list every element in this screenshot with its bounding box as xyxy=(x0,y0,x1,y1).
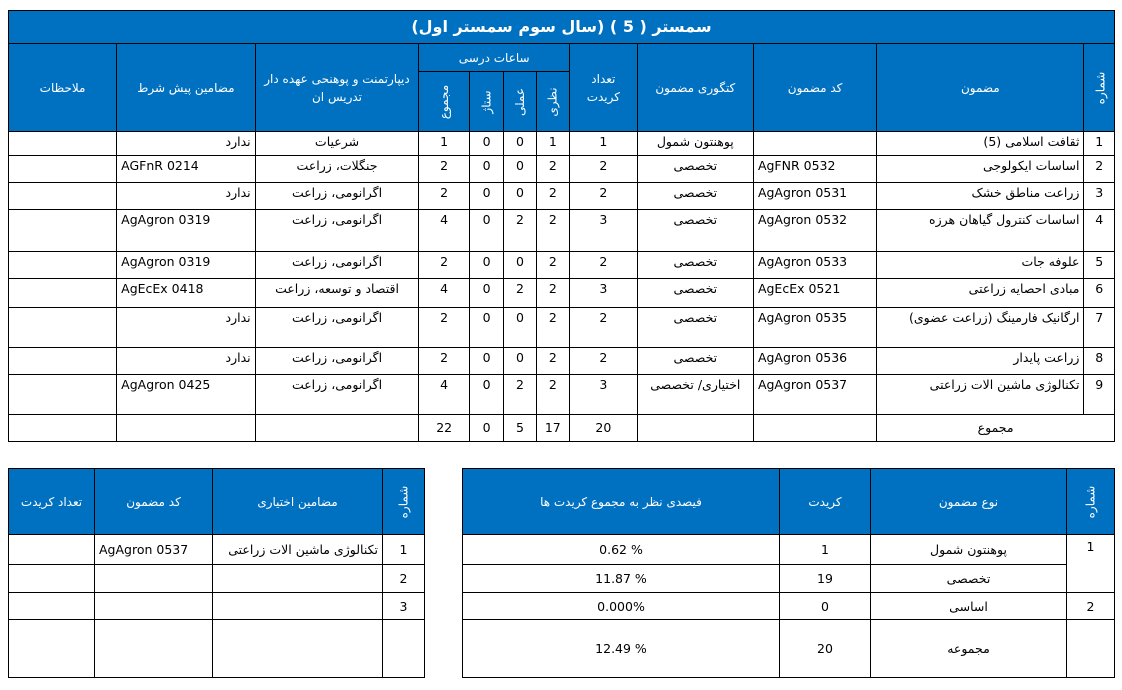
electives-table xyxy=(8,468,425,678)
notes-cell xyxy=(9,279,117,308)
elec-credits-cell xyxy=(9,535,95,565)
header-total-cell xyxy=(419,72,470,132)
sum-total-credit: 20 xyxy=(780,620,871,678)
semester-table xyxy=(8,10,1115,442)
elec-subject-cell xyxy=(213,565,383,593)
category-cell: تخصصی xyxy=(637,279,753,308)
number-cell: 7 xyxy=(1084,308,1115,348)
subject-cell: زراعت مناطق خشک xyxy=(877,183,1084,210)
header-practical: عملی xyxy=(512,87,527,116)
elec-code-cell xyxy=(95,593,213,620)
sum-type-cell: اساسی xyxy=(871,593,1067,620)
sum-percent-cell: 0.000% xyxy=(463,593,780,620)
elec-number-cell xyxy=(383,620,425,678)
elec-number-cell: 2 xyxy=(383,565,425,593)
category-cell: تخصصی xyxy=(637,348,753,375)
credits-cell: 3 xyxy=(569,210,637,252)
header-department: دیپارتمنت و پوهنحی عهده دار تدریس ان xyxy=(255,44,419,132)
elec-header-number-cell xyxy=(383,469,425,535)
total-cell: 4 xyxy=(419,279,470,308)
code-cell: AgAgron 0533 xyxy=(753,252,876,279)
code-cell: AgEcEx 0521 xyxy=(753,279,876,308)
practical-cell: 2 xyxy=(504,210,536,252)
table-row xyxy=(9,132,1115,156)
header-category: کتگوری مضمون xyxy=(637,44,753,132)
header-prereq: مضامین پیش شرط xyxy=(117,44,255,132)
elec-credits-cell xyxy=(9,565,95,593)
header-internship-cell xyxy=(469,72,503,132)
notes-cell xyxy=(9,348,117,375)
prereq-cell: AGFnR 0214 xyxy=(117,156,255,183)
subject-cell: ارگانیک فارمینگ (زراعت عضوی) xyxy=(877,308,1084,348)
notes-cell xyxy=(9,308,117,348)
total-cell: 4 xyxy=(419,210,470,252)
sum-type-cell: پوهنتون شمول xyxy=(871,535,1067,565)
code-cell: AgAgron 0531 xyxy=(753,183,876,210)
number-cell: 6 xyxy=(1084,279,1115,308)
elec-number-cell: 1 xyxy=(383,535,425,565)
table-row xyxy=(9,156,1115,183)
code-cell xyxy=(753,132,876,156)
elec-header-number: شماره xyxy=(396,485,411,518)
credits-cell: 2 xyxy=(569,252,637,279)
category-cell xyxy=(637,415,753,442)
notes-cell xyxy=(9,156,117,183)
credits-cell: 2 xyxy=(569,308,637,348)
department-cell: اگرانومی، زراعت xyxy=(255,183,419,210)
prereq-cell: ندارد xyxy=(117,183,255,210)
table-row xyxy=(9,375,1115,415)
table-row xyxy=(463,565,1115,593)
sum-header-type: نوع مضمون xyxy=(871,469,1067,535)
credits-sum: 20 xyxy=(569,415,637,442)
department-cell: جنگلات، زراعت xyxy=(255,156,419,183)
theory-cell: 2 xyxy=(536,348,569,375)
elec-credits-cell xyxy=(9,620,95,678)
elec-header-code: کد مضمون xyxy=(95,469,213,535)
subject-cell: اساسات ایکولوجی xyxy=(877,156,1084,183)
prereq-cell: ندارد xyxy=(117,132,255,156)
theory-cell: 2 xyxy=(536,308,569,348)
elec-code-cell xyxy=(95,620,213,678)
table-row xyxy=(9,279,1115,308)
header-theory: نظری xyxy=(545,86,560,117)
table-row xyxy=(9,252,1115,279)
category-cell: تخصصی xyxy=(637,210,753,252)
number-cell: 1 xyxy=(1084,132,1115,156)
internship-sum: 0 xyxy=(469,415,503,442)
subject-cell: اساسات کنترول گیاهان هرزه xyxy=(877,210,1084,252)
practical-cell: 2 xyxy=(504,279,536,308)
department-cell: اقتصاد و توسعه، زراعت xyxy=(255,279,419,308)
sum-number-cell: 1 xyxy=(1067,535,1115,593)
prereq-cell: AgAgron 0425 xyxy=(117,375,255,415)
sum-number-cell: 2 xyxy=(1067,593,1115,620)
table-row xyxy=(9,348,1115,375)
theory-cell: 2 xyxy=(536,279,569,308)
header-subject: مضمون xyxy=(877,44,1084,132)
prereq-cell xyxy=(117,415,255,442)
code-cell: AgAgron 0536 xyxy=(753,348,876,375)
department-cell xyxy=(255,415,419,442)
header-theory-cell xyxy=(536,72,569,132)
total-cell: 2 xyxy=(419,183,470,210)
internship-cell: 0 xyxy=(469,132,503,156)
internship-cell: 0 xyxy=(469,156,503,183)
code-cell: AgFNR 0532 xyxy=(753,156,876,183)
table-row xyxy=(9,535,425,565)
elec-code-cell xyxy=(95,565,213,593)
practical-cell: 0 xyxy=(504,348,536,375)
internship-cell: 0 xyxy=(469,183,503,210)
header-number: شماره xyxy=(1093,71,1108,104)
subject-cell: مبادی احصایه زراعتی xyxy=(877,279,1084,308)
internship-cell: 0 xyxy=(469,210,503,252)
category-cell: تخصصی xyxy=(637,156,753,183)
code-cell xyxy=(753,415,876,442)
internship-cell: 0 xyxy=(469,375,503,415)
total-cell: 2 xyxy=(419,252,470,279)
credits-cell: 3 xyxy=(569,375,637,415)
notes-cell xyxy=(9,183,117,210)
number-cell: 3 xyxy=(1084,183,1115,210)
sum-header-percent: فیصدی نظر به مجموع کریدت ها xyxy=(463,469,780,535)
sum-total-label: مجموعه xyxy=(871,620,1067,678)
subject-cell: علوفه جات xyxy=(877,252,1084,279)
total-cell: 4 xyxy=(419,375,470,415)
category-cell: تخصصی xyxy=(637,183,753,210)
elec-header-subject: مضامین اختیاری xyxy=(213,469,383,535)
theory-sum: 17 xyxy=(536,415,569,442)
internship-cell: 0 xyxy=(469,308,503,348)
total-sum: 22 xyxy=(419,415,470,442)
elec-number-cell: 3 xyxy=(383,593,425,620)
sum-header-number: شماره xyxy=(1083,485,1098,518)
prereq-cell: ندارد xyxy=(117,348,255,375)
prereq-cell: AgAgron 0319 xyxy=(117,210,255,252)
credits-cell: 3 xyxy=(569,279,637,308)
notes-cell xyxy=(9,252,117,279)
credits-cell: 2 xyxy=(569,348,637,375)
internship-cell: 0 xyxy=(469,279,503,308)
code-cell: AgAgron 0537 xyxy=(753,375,876,415)
sum-total-percent: 12.49 % xyxy=(463,620,780,678)
semester-title: سمستر ( 5 ) (سال سوم سمستر اول) xyxy=(9,11,1115,44)
number-cell: 8 xyxy=(1084,348,1115,375)
notes-cell xyxy=(9,132,117,156)
department-cell: اگرانومی، زراعت xyxy=(255,210,419,252)
sum-credit-cell: 1 xyxy=(780,535,871,565)
practical-cell: 0 xyxy=(504,156,536,183)
practical-cell: 2 xyxy=(504,375,536,415)
header-practical-cell xyxy=(504,72,536,132)
table-row xyxy=(9,210,1115,252)
subject-cell: تکنالوژی ماشین الات زراعتی xyxy=(877,375,1084,415)
summary-table xyxy=(462,468,1115,678)
sum-total-row xyxy=(463,620,1115,678)
elec-credits-cell xyxy=(9,593,95,620)
category-cell: اختیاری/ تخصصی xyxy=(637,375,753,415)
sum-type-cell: تخصصی xyxy=(871,565,1067,593)
prereq-cell: AgAgron 0319 xyxy=(117,252,255,279)
department-cell: اگرانومی، زراعت xyxy=(255,252,419,279)
header-number-cell xyxy=(1084,44,1115,132)
internship-cell: 0 xyxy=(469,348,503,375)
theory-cell: 2 xyxy=(536,156,569,183)
sum-percent-cell: 11.87 % xyxy=(463,565,780,593)
practical-cell: 0 xyxy=(504,183,536,210)
number-cell: 4 xyxy=(1084,210,1115,252)
total-cell: 2 xyxy=(419,348,470,375)
theory-cell: 2 xyxy=(536,183,569,210)
header-notes: ملاحظات xyxy=(9,44,117,132)
elec-subject-cell xyxy=(213,593,383,620)
department-cell: شرعیات xyxy=(255,132,419,156)
subject-cell: ثقافت اسلامی (5) xyxy=(877,132,1084,156)
practical-sum: 5 xyxy=(504,415,536,442)
header-code: کد مضمون xyxy=(753,44,876,132)
theory-cell: 2 xyxy=(536,210,569,252)
credits-cell: 2 xyxy=(569,156,637,183)
number-cell: 2 xyxy=(1084,156,1115,183)
department-cell: اگرانومی، زراعت xyxy=(255,348,419,375)
header-internship: ستاژ xyxy=(479,89,494,114)
header-hours-group: ساعات درسی xyxy=(419,44,570,72)
table-row xyxy=(9,183,1115,210)
notes-cell xyxy=(9,415,117,442)
table-row xyxy=(9,593,425,620)
table-row xyxy=(9,565,425,593)
code-cell: AgAgron 0532 xyxy=(753,210,876,252)
theory-cell: 2 xyxy=(536,375,569,415)
notes-cell xyxy=(9,210,117,252)
theory-cell: 2 xyxy=(536,252,569,279)
sum-percent-cell: 0.62 % xyxy=(463,535,780,565)
sum-credit-cell: 19 xyxy=(780,565,871,593)
practical-cell: 0 xyxy=(504,252,536,279)
category-cell: تخصصی xyxy=(637,252,753,279)
theory-cell: 1 xyxy=(536,132,569,156)
total-cell: 1 xyxy=(419,132,470,156)
elec-subject-cell: تکنالوژی ماشین الات زراعتی xyxy=(213,535,383,565)
table-row xyxy=(463,535,1115,565)
category-cell: پوهنتون شمول xyxy=(637,132,753,156)
prereq-cell: ندارد xyxy=(117,308,255,348)
practical-cell: 0 xyxy=(504,132,536,156)
elec-subject-cell xyxy=(213,620,383,678)
sum-credit-cell: 0 xyxy=(780,593,871,620)
department-cell: اگرانومی، زراعت xyxy=(255,308,419,348)
elec-header-credits: تعداد کریدت xyxy=(9,469,95,535)
elec-code-cell: AgAgron 0537 xyxy=(95,535,213,565)
table-row xyxy=(9,620,425,678)
sum-header-credit: کریدت xyxy=(780,469,871,535)
credits-cell: 1 xyxy=(569,132,637,156)
number-cell: 5 xyxy=(1084,252,1115,279)
sum-header-number-cell xyxy=(1067,469,1115,535)
totals-label: مجموع xyxy=(877,415,1115,442)
table-row xyxy=(463,593,1115,620)
credits-cell: 2 xyxy=(569,183,637,210)
header-credits: تعداد کریدت xyxy=(569,44,637,132)
total-cell: 2 xyxy=(419,308,470,348)
prereq-cell: AgEcEx 0418 xyxy=(117,279,255,308)
practical-cell: 0 xyxy=(504,308,536,348)
notes-cell xyxy=(9,375,117,415)
sum-number-cell xyxy=(1067,620,1115,678)
subject-cell: زراعت پایدار xyxy=(877,348,1084,375)
internship-cell: 0 xyxy=(469,252,503,279)
department-cell: اگرانومی، زراعت xyxy=(255,375,419,415)
category-cell: تخصصی xyxy=(637,308,753,348)
code-cell: AgAgron 0535 xyxy=(753,308,876,348)
header-total: مجموع xyxy=(437,84,452,119)
totals-row xyxy=(9,415,1115,442)
table-row xyxy=(9,308,1115,348)
number-cell: 9 xyxy=(1084,375,1115,415)
total-cell: 2 xyxy=(419,156,470,183)
